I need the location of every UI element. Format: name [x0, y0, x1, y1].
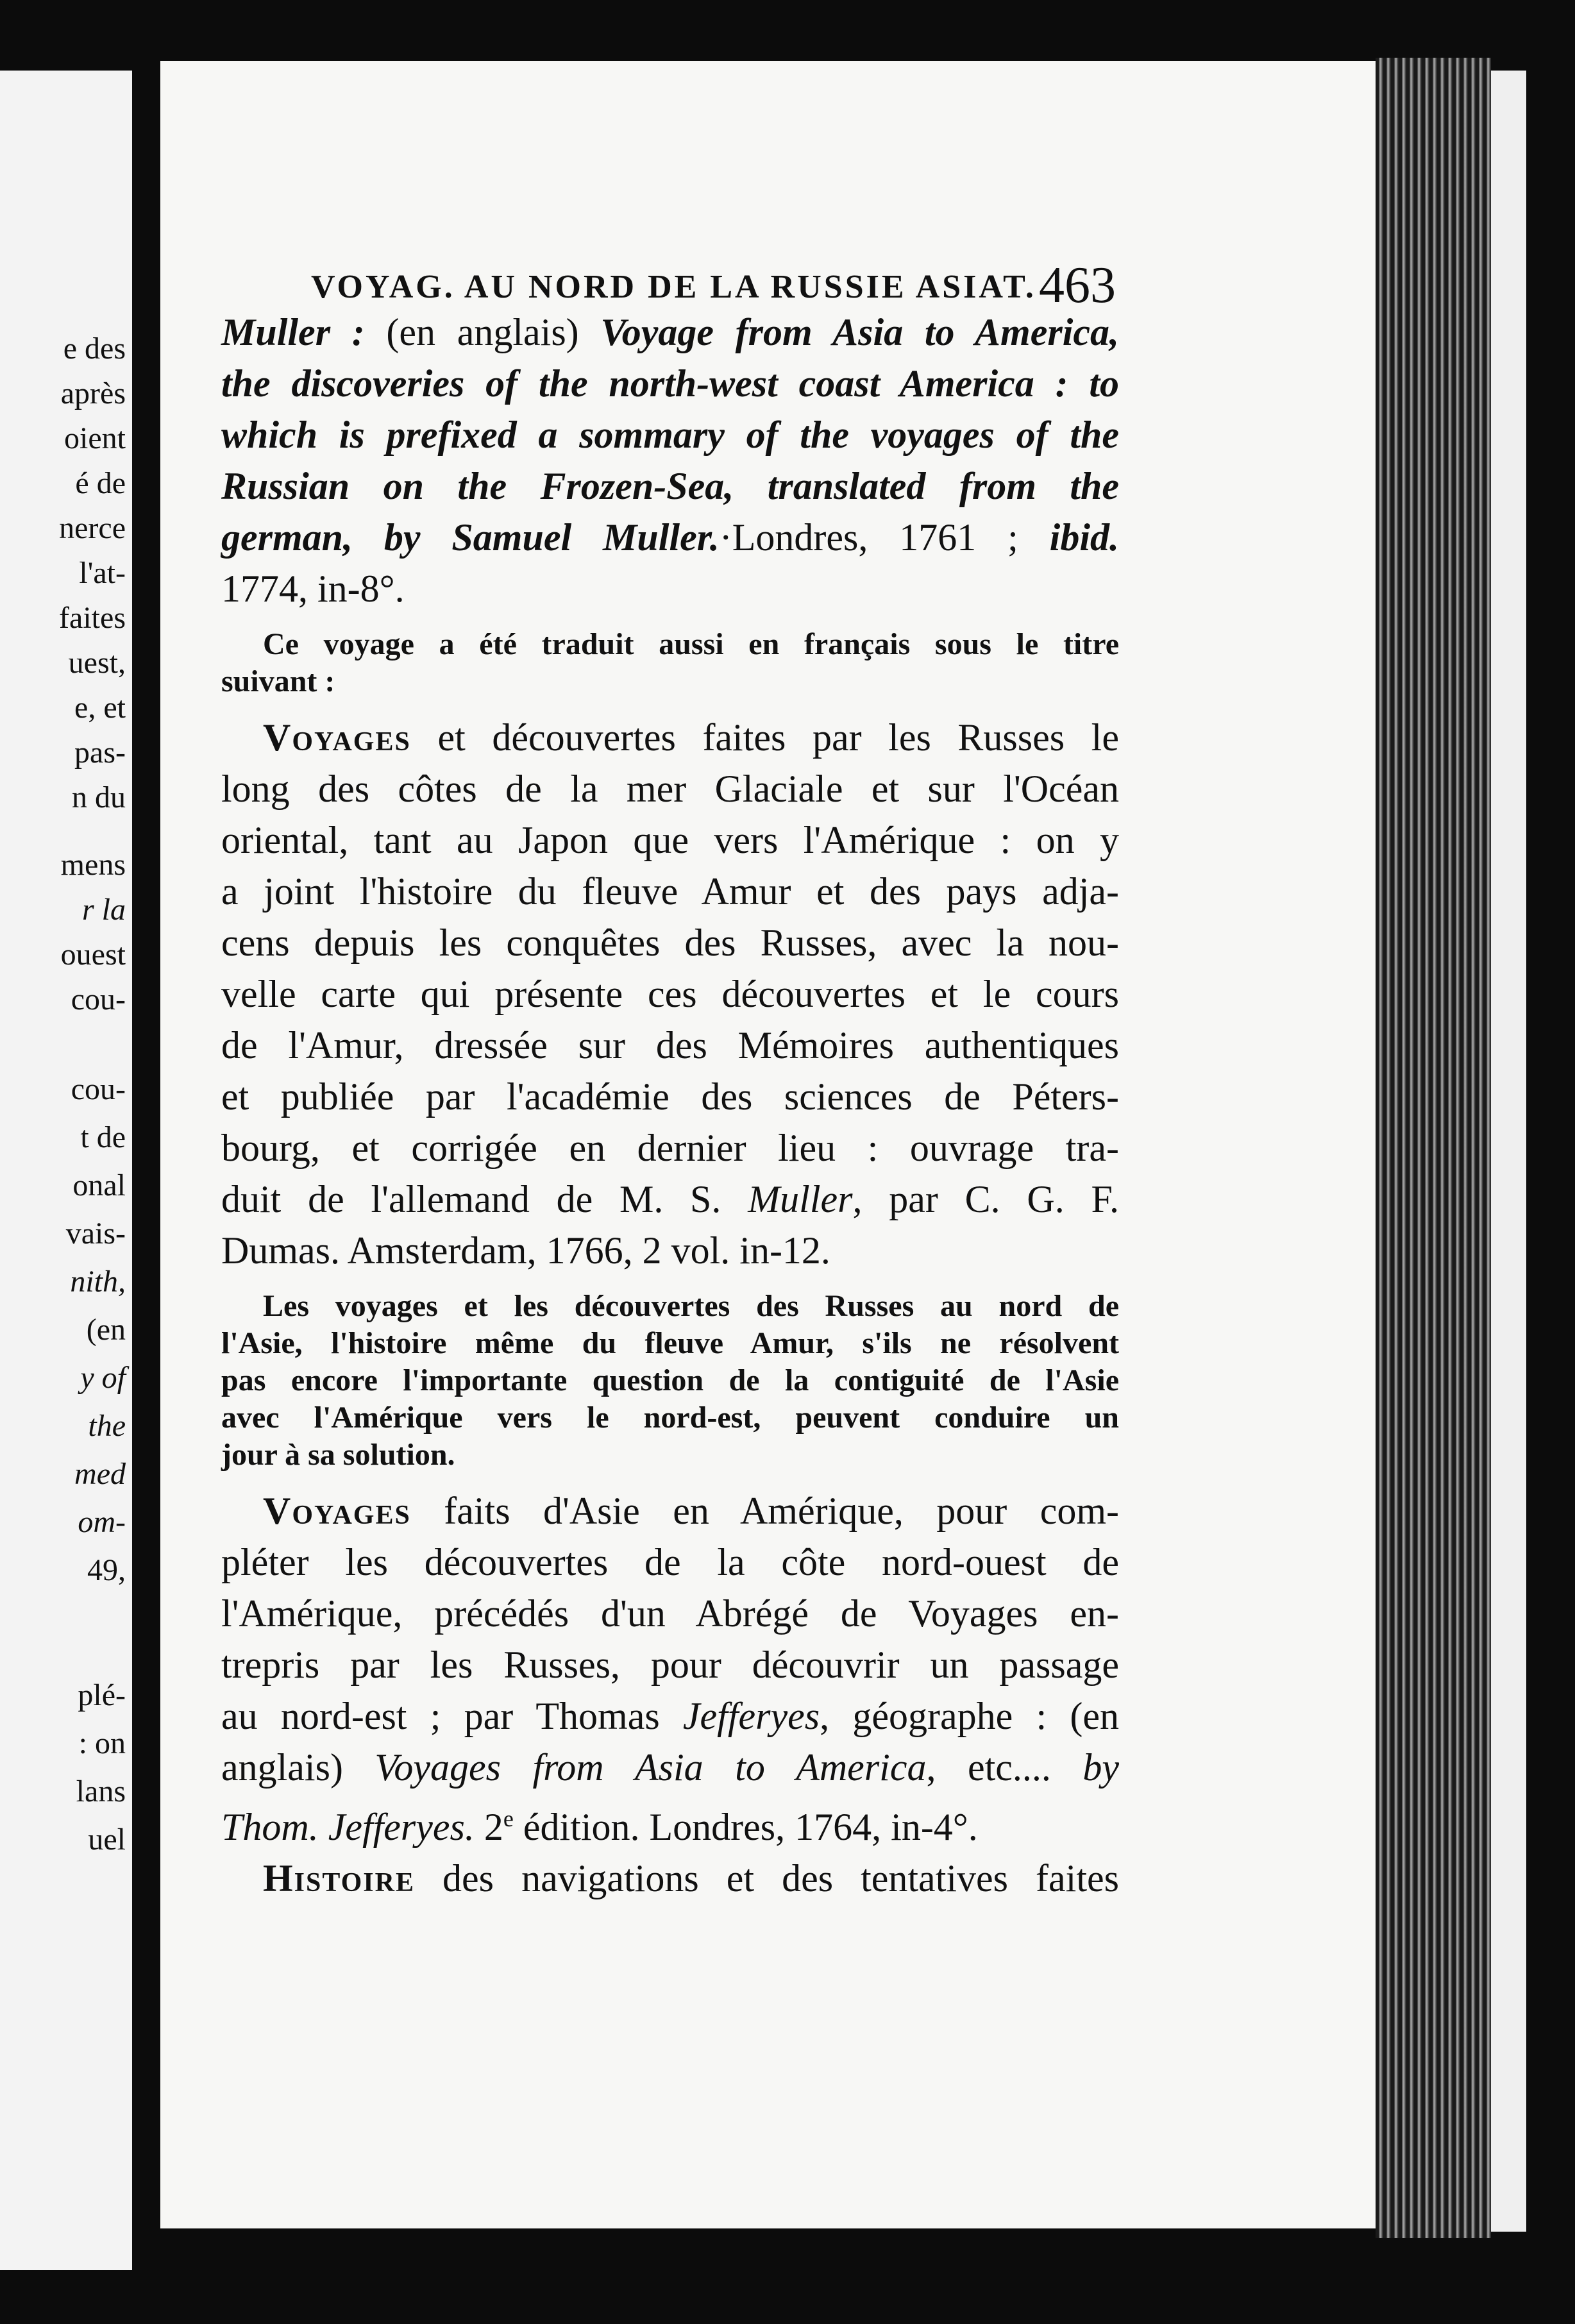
left-page-fragment	[0, 71, 132, 2270]
ibid-mark: ibid.	[1049, 516, 1120, 559]
left-fragment: plé-	[78, 1678, 126, 1712]
text-line	[221, 307, 1119, 358]
left-fragment: med	[74, 1457, 126, 1491]
page-body	[221, 307, 1119, 1904]
left-fragment: cou-	[71, 1072, 126, 1106]
left-fragment: (en	[86, 1313, 126, 1347]
text-line: a joint l'histoire du fleuve Amur et des pays adja-	[221, 870, 1119, 913]
text-line: which is prefixed a sommary of the voyages of the	[221, 414, 1119, 456]
note-line: pas encore l'importante question de la contiguité de l'Asie	[221, 1363, 1119, 1397]
left-fragment: t de	[80, 1120, 126, 1154]
line-text: et découvertes faites par les Russes le	[410, 716, 1119, 759]
text-line	[221, 1690, 1119, 1742]
author-name: Muller :	[221, 311, 365, 353]
left-fragment: cou-	[71, 982, 126, 1016]
text-line: l'Amérique, précédés d'un Abrégé de Voyages en-	[221, 1592, 1119, 1635]
running-head-title: VOYAG. AU NORD DE LA RUSSIE ASIAT.	[311, 269, 1036, 305]
editorial-note	[221, 626, 1119, 700]
text-line	[221, 1174, 1119, 1225]
left-fragment: om-	[78, 1505, 126, 1539]
note-line: avec l'Amérique vers le nord-est, peuvent conduire un	[221, 1401, 1119, 1435]
text-line	[221, 712, 1119, 763]
author-name: Jefferyes	[682, 1695, 820, 1737]
text-line: velle carte qui présente ces découvertes et le cours	[221, 973, 1119, 1015]
entry-lead-word: Voyages	[263, 716, 411, 759]
publication-info: ·Londres, 1761 ;	[719, 516, 1050, 559]
text-line	[221, 1793, 1119, 1853]
text-line	[221, 512, 1119, 563]
note-line: Les voyages et les découvertes des Russes au nord de	[263, 1289, 1119, 1323]
left-fragment: faites	[59, 601, 126, 635]
line-text: faits d'Asie en Amérique, pour com-	[410, 1490, 1119, 1532]
bibliography-entry	[221, 1853, 1119, 1904]
note-line: suivant :	[221, 664, 335, 698]
text-line	[221, 1853, 1119, 1904]
line-text: duit de l'allemand de M. S.	[221, 1178, 748, 1220]
line-text: by	[1082, 1746, 1119, 1789]
left-fragment: : on	[78, 1726, 126, 1760]
text-line: the discoveries of the north-west coast America : to	[221, 362, 1119, 405]
page-number: 463	[1039, 257, 1116, 314]
work-title: german, by Samuel Muller.	[221, 516, 720, 559]
left-fragment: é de	[75, 466, 126, 500]
left-fragment: 49,	[87, 1553, 126, 1587]
bibliography-entry	[221, 1485, 1119, 1853]
text-line: oriental, tant au Japon que vers l'Amérique : on y	[221, 819, 1119, 861]
bibliography-entry	[221, 712, 1119, 1276]
left-fragment: n du	[72, 780, 126, 814]
left-fragment: the	[88, 1409, 126, 1443]
bibliography-entry	[221, 307, 1119, 614]
left-fragment: oient	[64, 421, 126, 455]
left-fragment: lans	[76, 1774, 126, 1808]
publication-info: édition. Londres, 1764, in-4°.	[513, 1806, 978, 1848]
work-title: Voyage from Asia to America,	[600, 311, 1119, 353]
text-line: bourg, et corrigée en dernier lieu : ouvrage tra-	[221, 1127, 1119, 1169]
note-line: Ce voyage a été traduit aussi en français sous le titre	[263, 627, 1119, 661]
line-text: , par C. G. F.	[852, 1178, 1120, 1220]
left-fragment: pas-	[74, 736, 126, 770]
left-fragment: mens	[60, 848, 126, 882]
text-line: 1774, in-8°.	[221, 568, 405, 610]
page-edges	[1376, 58, 1491, 2238]
text-line: de l'Amur, dressée sur des Mémoires authentiques	[221, 1024, 1119, 1066]
left-fragment: ouest	[60, 938, 126, 972]
left-fragment: nerce	[59, 511, 126, 545]
text-line	[221, 1742, 1119, 1793]
left-fragment: e des	[63, 332, 126, 366]
line-text: , géographe : (en	[820, 1695, 1119, 1737]
left-fragment: nith,	[70, 1265, 126, 1299]
text-line: et publiée par l'académie des sciences de Péters-	[221, 1075, 1119, 1118]
left-fragment: vais-	[65, 1217, 126, 1250]
line-text: au nord-est ; par Thomas	[221, 1695, 683, 1737]
entry-lead-word: Histoire	[263, 1857, 415, 1899]
edition-number: 2	[474, 1806, 503, 1848]
line-text: des navigations et des tentatives faites	[415, 1857, 1119, 1899]
note-line: l'Asie, l'histoire même du fleuve Amur, s'ils ne résolvent	[221, 1326, 1119, 1360]
note-line: jour à sa solution.	[221, 1438, 455, 1472]
text-line: Dumas. Amsterdam, 1766, 2 vol. in-12.	[221, 1229, 830, 1272]
text-line: pléter les découvertes de la côte nord-ouest de	[221, 1541, 1119, 1583]
entry-lead-word: Voyages	[263, 1490, 411, 1532]
language-note: (en anglais)	[364, 311, 601, 353]
editorial-note	[221, 1288, 1119, 1474]
left-fragment: uel	[88, 1823, 126, 1857]
text-line	[221, 1485, 1119, 1537]
left-fragment: r la	[81, 893, 126, 927]
work-title: Voyages from Asia to America	[375, 1746, 927, 1789]
left-fragment: e, et	[74, 691, 126, 725]
left-fragment: y of	[80, 1361, 126, 1395]
left-fragment: uest,	[68, 646, 126, 680]
language-note: anglais)	[221, 1746, 375, 1789]
left-fragment: après	[60, 376, 126, 410]
edition-superscript: e	[503, 1806, 514, 1831]
text-line: trepris par les Russes, pour découvrir un passage	[221, 1644, 1119, 1686]
author-name: Thom. Jefferyes.	[221, 1806, 475, 1848]
left-fragment: onal	[72, 1168, 126, 1202]
author-name: Muller	[748, 1178, 853, 1220]
text-line: long des côtes de la mer Glaciale et sur l'Océan	[221, 768, 1119, 810]
page-edge-strip	[1491, 71, 1526, 2232]
text-line: cens depuis les conquêtes des Russes, avec la nou-	[221, 922, 1119, 964]
line-text: , etc....	[926, 1746, 1083, 1789]
text-line: Russian on the Frozen-Sea, translated from the	[221, 465, 1119, 507]
left-fragment: l'at-	[79, 556, 126, 590]
